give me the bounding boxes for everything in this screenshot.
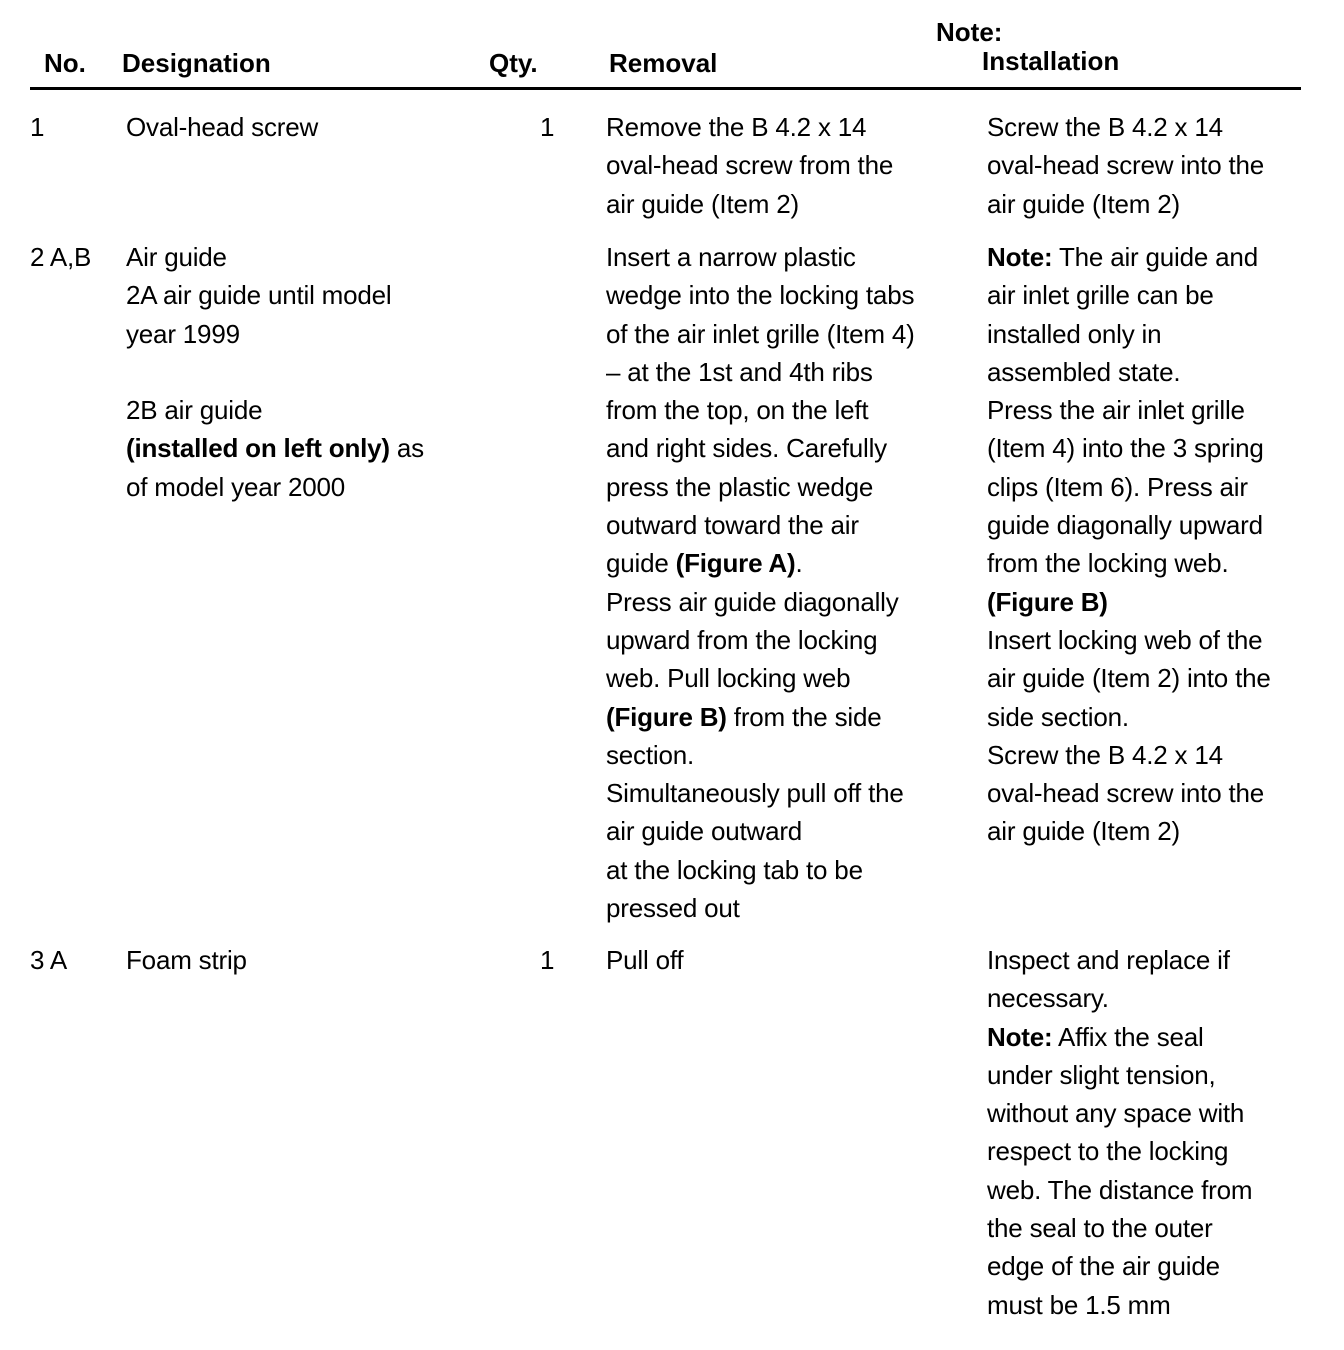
row-3-no-text: 3 A [30,945,67,975]
row-2-no [30,238,91,276]
row-2-installation-line: guide diagonally upward [987,510,1263,541]
row-2-installation-line [987,238,1271,276]
row-3-designation [126,941,247,979]
column-header-qty: Qty. [489,48,538,78]
row-3-installation-line: Inspect and replace if [987,945,1230,975]
row-1-qty-text: 1 [540,112,555,142]
row-1-removal-line: air guide (Item 2) [606,188,799,219]
row-3-qty [540,941,554,979]
row-1-designation-line: Oval-head screw [126,112,319,142]
row-1-removal-line: oval-head screw from the [606,150,894,181]
row-1-installation-line: air guide (Item 2) [987,188,1180,219]
note-label: Note: [987,242,1053,272]
column-header-installation: Installation [982,46,1120,76]
row-2-removal [606,238,915,927]
row-2-removal-line: press the plastic wedge [606,471,874,502]
row-2-removal-text: guide [606,548,676,579]
row-3-designation-line: Foam strip [126,945,247,975]
row-2-installation-line: air guide (Item 2) [987,816,1180,847]
column-header-no: No. [44,48,86,78]
row-2-removal-line: Simultaneously pull off the [606,778,904,809]
row-3-removal [606,941,683,979]
row-2-removal-line: web. Pull locking web [606,663,851,694]
row-2-installation-line: Insert locking web of the [987,624,1263,655]
emphasis-text: (installed on left only) [126,433,390,464]
row-3-installation-line: respect to the locking [987,1136,1229,1167]
row-3-installation-line: the seal to the outer [987,1213,1213,1244]
row-1-installation-line: oval-head screw into the [987,150,1265,181]
row-3-qty-text: 1 [540,945,555,975]
figure-reference: (Figure B) [606,701,727,732]
row-2-removal-text: . [795,548,803,579]
row-2-removal-line: Insert a narrow plastic [606,242,856,272]
row-2-installation-line: oval-head screw into the [987,778,1265,809]
row-3-installation-text: Affix the seal [1052,1021,1204,1052]
row-2-installation [987,238,1271,851]
row-2-removal-line [606,698,915,736]
row-2-designation [126,238,424,506]
row-3-installation-line: under slight tension, [987,1059,1216,1090]
row-2-removal-line: wedge into the locking tabs [606,280,915,311]
row-2-removal-line: section. [606,739,695,770]
row-2-designation-line [126,429,424,467]
row-1-qty [540,108,554,146]
row-3-installation-line: edge of the air guide [987,1251,1220,1282]
row-3-installation-line: must be 1.5 mm [987,1289,1171,1320]
row-2-removal-text: from the side [726,701,882,732]
row-2-removal-line: at the locking tab to be [606,854,863,885]
row-3-installation [987,941,1252,1324]
figure-reference: (Figure B) [987,586,1108,617]
row-2-installation-line: assembled state. [987,356,1181,387]
row-2-designation-line: of model year 2000 [126,471,345,502]
row-2-installation-line: from the locking web. [987,548,1229,579]
row-2-removal-line: air guide outward [606,816,803,847]
row-2-installation-line: air inlet grille can be [987,280,1214,311]
row-2-removal-line [606,544,915,582]
row-3-installation-line: without any space with [987,1098,1245,1129]
row-1-no [30,108,44,146]
row-2-removal-line: and right sides. Carefully [606,433,887,464]
row-3-no [30,941,67,979]
paragraph-gap [126,353,424,391]
row-2-installation-line: clips (Item 6). Press air [987,471,1248,502]
row-1-no-text: 1 [30,112,45,142]
row-2-installation-line: side section. [987,701,1129,732]
row-3-installation-line: web. The distance from [987,1174,1253,1205]
row-2-installation-line: Screw the B 4.2 x 14 [987,739,1223,770]
row-2-removal-line: pressed out [606,893,740,924]
column-header-note: Note: [936,17,1003,47]
row-2-installation-line: installed only in [987,318,1162,349]
row-1-removal-line: Remove the B 4.2 x 14 [606,112,867,142]
row-2-designation-line: 2B air guide [126,395,263,426]
row-2-designation-line: Air guide [126,242,227,272]
row-2-no-text: 2 A,B [30,242,92,272]
row-2-removal-line: outward toward the air [606,510,859,541]
row-1-installation-line: Screw the B 4.2 x 14 [987,112,1223,142]
row-1-removal [606,108,893,223]
column-header-removal: Removal [609,48,718,78]
row-2-removal-line: Press air guide diagonally [606,586,899,617]
row-2-installation-line: Press the air inlet grille [987,395,1245,426]
note-label: Note: [987,1021,1053,1052]
row-3-installation-line: necessary. [987,983,1109,1014]
header-divider [30,87,1301,90]
row-1-designation [126,108,318,146]
row-2-removal-line: from the top, on the left [606,395,869,426]
row-2-removal-line: – at the 1st and 4th ribs [606,356,873,387]
row-2-installation-text: The air guide and [1052,242,1258,272]
row-2-removal-line: upward from the locking [606,624,878,655]
row-3-installation-line [987,1018,1252,1056]
row-2-installation-line: (Item 4) into the 3 spring [987,433,1264,464]
row-2-designation-line: year 1999 [126,318,240,349]
row-3-removal-line: Pull off [606,945,684,975]
row-2-designation-text: as [389,433,424,464]
column-header-designation: Designation [122,48,271,78]
row-2-designation-line: 2A air guide until model [126,280,392,311]
row-2-removal-line: of the air inlet grille (Item 4) [606,318,915,349]
row-2-installation-line: air guide (Item 2) into the [987,663,1271,694]
figure-reference: (Figure A) [675,548,796,579]
row-1-installation [987,108,1264,223]
